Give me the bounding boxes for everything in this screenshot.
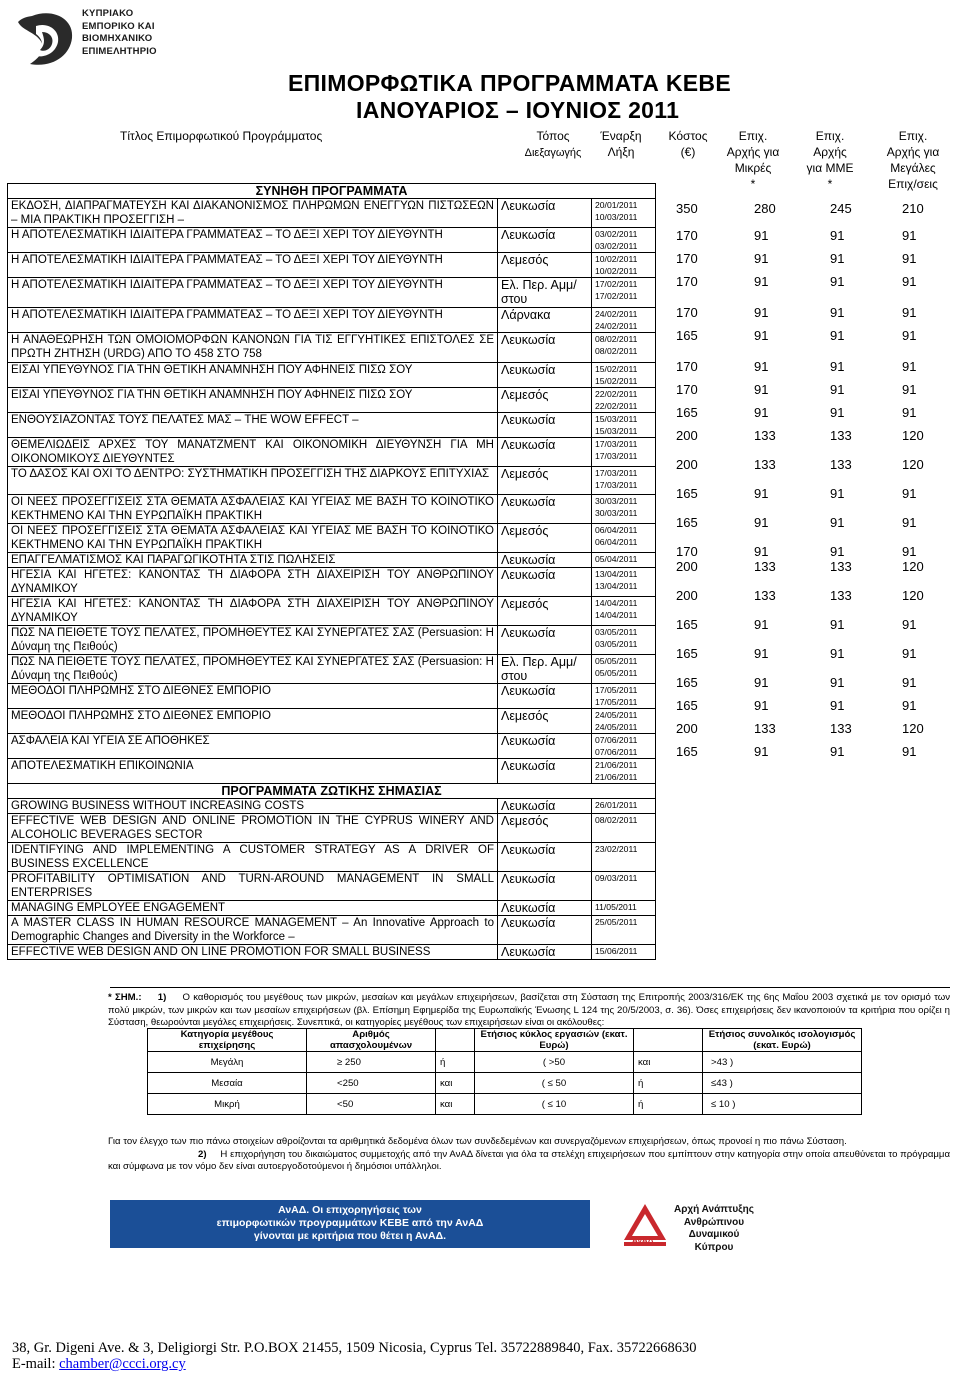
vital-programme-row bbox=[8, 814, 656, 843]
cost-row bbox=[662, 359, 952, 375]
cost-sme: 91 bbox=[830, 382, 845, 397]
notes-continued: Για τον έλεγχο των πιο πάνω στοιχείων αθροίζονται τα αριθμητικά δεδομένα όλων των συνδεδεμένων και συνεργαζόμενων επιχειρήσεων, όπως προνοεί η πιο πάνω Σύσταση. 2) Η επιχορήγηση του δικαιώματος συμμετοχής από την ΑνΑΔ δίνεται για όλα τα στελέχη επιχειρήσεων που εμπίπτουν στην κατηγορία στην οποία απευθύνεται το πρόγραμμα και σύμφωνα με τον νόμο δεν είναι αυτοεργοδοτούμενοι ή δημόσιοι υπάλληλοι. bbox=[108, 1136, 950, 1173]
programme-location: Λευκωσία bbox=[498, 438, 592, 467]
programme-row bbox=[8, 438, 656, 467]
programme-row bbox=[8, 759, 656, 784]
cost-large: 91 bbox=[902, 228, 917, 243]
programme-date: 09/03/2011 bbox=[592, 872, 656, 901]
cost-value: 165 bbox=[676, 744, 698, 759]
programme-location: Λευκωσία bbox=[498, 228, 592, 253]
programme-title: Η ΑΠΟΤΕΛΕΣΜΑΤΙΚΗ ΙΔΙΑΙΤΕΡΑ ΓΡΑΜΜΑΤΕΑΣ – ΤΟ ΔΕΞΙ ΧΕΡΙ ΤΟΥ ΔΙΕΥΘΥΝΤΗ bbox=[8, 278, 498, 308]
cost-sme: 91 bbox=[830, 251, 845, 266]
programme-title: EFFECTIVE WEB DESIGN AND ON LINE PROMOTION FOR SMALL BUSINESS bbox=[8, 945, 498, 960]
programme-title: ΗΓΕΣΙΑ ΚΑΙ ΗΓΕΤΕΣ: ΚΑΝΟΝΤΑΣ ΤΗ ΔΙΑΦΟΡΑ ΣΤΗ ΔΙΑΧΕΙΡΙΣΗ ΤΟΥ ΑΝΘΡΩΠΙΝΟΥ ΔΥΝΑΜΙΚΟΥ bbox=[8, 568, 498, 597]
cost-small: 91 bbox=[754, 617, 769, 632]
cost-large: 91 bbox=[902, 486, 917, 501]
programme-location: Λευκωσία bbox=[498, 916, 592, 945]
cost-value: 170 bbox=[676, 251, 698, 266]
programme-title: ΑΣΦΑΛΕΙΑ ΚΑΙ ΥΓΕΙΑ ΣΕ ΑΠΟΘΗΚΕΣ bbox=[8, 734, 498, 759]
cost-small: 91 bbox=[754, 359, 769, 374]
cost-row bbox=[662, 515, 952, 531]
programme-dates: 05/04/2011 bbox=[592, 553, 656, 568]
programme-row bbox=[8, 413, 656, 438]
programme-location: Λευκωσία bbox=[498, 759, 592, 784]
page-title: ΕΠΙΜΟΡΦΩΤΙΚΑ ΠΡΟΓΡΑΜΜΑΤΑ ΚΕΒΕ bbox=[288, 70, 731, 96]
programme-row bbox=[8, 308, 656, 333]
cost-value: 165 bbox=[676, 515, 698, 530]
programme-title: ΤΟ ΔΑΣΟΣ ΚΑΙ ΟΧΙ ΤΟ ΔΕΝΤΡΟ: ΣΥΣΤΗΜΑΤΙΚΗ ΠΡΟΣΕΓΓΙΣΗ ΤΗΣ ΔΙΑΡΚΟΥΣ ΕΠΙΤΥΧΙΑΣ bbox=[8, 467, 498, 495]
cost-large: 120 bbox=[902, 457, 924, 472]
programme-row bbox=[8, 655, 656, 684]
cost-small: 91 bbox=[754, 515, 769, 530]
cost-small: 91 bbox=[754, 646, 769, 661]
programme-title: ΕΙΣΑΙ ΥΠΕΥΘΥΝΟΣ ΓΙΑ ΤΗΝ ΘΕΤΙΚΗ ΑΝΑΜΝΗΣΗ ΠΟΥ ΑΦΗΝΕΙΣ ΠΙΣΩ ΣΟΥ bbox=[8, 388, 498, 413]
programme-title: EFFECTIVE WEB DESIGN AND ONLINE PROMOTION IN THE CYPRUS WINERY AND ALCOHOLIC BEVERAGES SECTOR bbox=[8, 814, 498, 843]
cost-large: 120 bbox=[902, 559, 924, 574]
programme-dates: 15/03/2011 15/03/2011 bbox=[592, 413, 656, 438]
cost-row bbox=[662, 457, 952, 473]
programme-location: Λεμεσός bbox=[498, 467, 592, 495]
cost-small: 91 bbox=[754, 405, 769, 420]
cost-row bbox=[662, 486, 952, 502]
cost-sme: 91 bbox=[830, 405, 845, 420]
header-large: Επιχ. Αρχής για Μεγάλες Επιχ/σεις bbox=[886, 129, 940, 191]
cost-small: 91 bbox=[754, 382, 769, 397]
cost-value: 170 bbox=[676, 274, 698, 289]
cost-value: 165 bbox=[676, 698, 698, 713]
programme-dates: 24/02/2011 24/02/2011 bbox=[592, 308, 656, 333]
size-row: Μεγάλη ≥ 250 ή ( >50 και >43 ) bbox=[148, 1052, 862, 1073]
programme-title: Η ΑΠΟΤΕΛΕΣΜΑΤΙΚΗ ΙΔΙΑΙΤΕΡΑ ΓΡΑΜΜΑΤΕΑΣ – ΤΟ ΔΕΞΙ ΧΕΡΙ ΤΟΥ ΔΙΕΥΘΥΝΤΗ bbox=[8, 228, 498, 253]
programme-date: 11/05/2011 bbox=[592, 901, 656, 916]
programme-title: ΠΩΣ ΝΑ ΠΕΙΘΕΤΕ ΤΟΥΣ ΠΕΛΑΤΕΣ, ΠΡΟΜΗΘΕΥΤΕΣ ΚΑΙ ΣΥΝΕΡΓΑΤΕΣ ΣΑΣ (Persuasion: Η Δύναμη της Πειθούς) bbox=[8, 626, 498, 655]
programme-dates: 10/02/2011 10/02/2011 bbox=[592, 253, 656, 278]
size-row: Μικρή <50 και ( ≤ 10 ή ≤ 10 ) bbox=[148, 1094, 862, 1115]
cost-value: 165 bbox=[676, 328, 698, 343]
programme-location: Ελ. Περ. Αμμ/στου bbox=[498, 655, 592, 684]
programme-row bbox=[8, 278, 656, 308]
section-regular: ΣΥΝΗΘΗ ΠΡΟΓΡΑΜΜΑΤΑ bbox=[8, 184, 656, 199]
cost-row bbox=[662, 428, 952, 444]
size-header-category: Κατηγορία μεγέθους επιχείρησης bbox=[148, 1029, 307, 1052]
logo-emblem-icon bbox=[18, 13, 72, 65]
programme-title: PROFITABILITY OPTIMISATION AND TURN-AROUND MANAGEMENT IN SMALL ENTERPRISES bbox=[8, 872, 498, 901]
programme-dates: 15/02/2011 15/02/2011 bbox=[592, 363, 656, 388]
programme-location: Λευκωσία bbox=[498, 495, 592, 524]
programme-dates: 22/02/2011 22/02/2011 bbox=[592, 388, 656, 413]
cost-large: 120 bbox=[902, 428, 924, 443]
cost-value: 350 bbox=[676, 201, 698, 216]
programme-dates: 20/01/2011 10/03/2011 bbox=[592, 199, 656, 228]
programme-row bbox=[8, 363, 656, 388]
size-row: Μεσαία <250 και ( ≤ 50 ή ≤43 ) bbox=[148, 1073, 862, 1094]
cost-value: 165 bbox=[676, 646, 698, 661]
cost-sme: 133 bbox=[830, 428, 852, 443]
programme-dates: 03/05/2011 03/05/2011 bbox=[592, 626, 656, 655]
programme-row bbox=[8, 626, 656, 655]
programme-location: Λευκωσία bbox=[498, 413, 592, 438]
cost-large: 91 bbox=[902, 405, 917, 420]
programme-dates: 05/05/2011 05/05/2011 bbox=[592, 655, 656, 684]
cost-row bbox=[662, 559, 952, 575]
cost-sme: 91 bbox=[830, 698, 845, 713]
cost-small: 280 bbox=[754, 201, 776, 216]
cost-row bbox=[662, 228, 952, 244]
cost-large: 91 bbox=[902, 617, 917, 632]
programme-location: Λευκωσία bbox=[498, 553, 592, 568]
programme-location: Λευκωσία bbox=[498, 199, 592, 228]
cost-large: 91 bbox=[902, 675, 917, 690]
cost-sme: 133 bbox=[830, 559, 852, 574]
programme-row bbox=[8, 709, 656, 734]
cost-sme: 91 bbox=[830, 544, 845, 559]
cost-value: 165 bbox=[676, 675, 698, 690]
programme-location: Λευκωσία bbox=[498, 363, 592, 388]
cost-sme: 91 bbox=[830, 328, 845, 343]
page-subtitle: ΙΑΝΟΥΑΡΙΟΣ – ΙΟΥΝΙΟΣ 2011 bbox=[356, 97, 680, 123]
programme-row bbox=[8, 597, 656, 626]
cost-value: 170 bbox=[676, 544, 698, 559]
cost-row bbox=[662, 405, 952, 421]
cost-large: 210 bbox=[902, 201, 924, 216]
programme-title: ΗΓΕΣΙΑ ΚΑΙ ΗΓΕΤΕΣ: ΚΑΝΟΝΤΑΣ ΤΗ ΔΙΑΦΟΡΑ ΣΤΗ ΔΙΑΧΕΙΡΙΣΗ ΤΟΥ ΑΝΘΡΩΠΙΝΟΥ ΔΥΝΑΜΙΚΟΥ bbox=[8, 597, 498, 626]
programme-title: Η ΑΝΑΘΕΩΡΗΣΗ ΤΩΝ ΟΜΟΙΟΜΟΡΦΩΝ ΚΑΝΟΝΩΝ ΓΙΑ ΤΙΣ ΕΓΓΥΗΤΙΚΕΣ ΕΠΙΣΤΟΛΕΣ ΣΕ ΠΡΩΤΗ ΖΗΤΗΣΗ (URDG) ΑΠΟ ΤΟ 458 ΣΤΟ 758 bbox=[8, 333, 498, 363]
cost-value: 165 bbox=[676, 617, 698, 632]
cost-large: 91 bbox=[902, 646, 917, 661]
cost-small: 91 bbox=[754, 698, 769, 713]
cost-sme: 91 bbox=[830, 646, 845, 661]
programme-date: 26/01/2011 bbox=[592, 799, 656, 814]
programme-location: Λευκωσία bbox=[498, 626, 592, 655]
cost-row bbox=[662, 305, 952, 321]
vital-programme-row bbox=[8, 872, 656, 901]
programme-title: ΟΙ ΝΕΕΣ ΠΡΟΣΕΓΓΙΣΕΙΣ ΣΤΑ ΘΕΜΑΤΑ ΑΣΦΑΛΕΙΑΣ ΚΑΙ ΥΓΕΙΑΣ ΜΕ ΒΑΣΗ ΤΟ ΚΟΙΝΟΤΙΚΟ ΚΕΚΤΗΜΕΝΟ ΚΑΙ ΤΗΝ ΕΥΡΩΠΑΪΚΗ ΠΡΑΚΤΙΚΗ bbox=[8, 495, 498, 524]
cost-value: 170 bbox=[676, 382, 698, 397]
cost-large: 91 bbox=[902, 382, 917, 397]
programme-table bbox=[7, 183, 656, 960]
programme-location: Λευκωσία bbox=[498, 901, 592, 916]
cost-value: 200 bbox=[676, 588, 698, 603]
cost-row bbox=[662, 675, 952, 691]
programme-dates: 03/02/2011 03/02/2011 bbox=[592, 228, 656, 253]
programme-row bbox=[8, 684, 656, 709]
cost-value: 170 bbox=[676, 305, 698, 320]
cost-row bbox=[662, 744, 952, 760]
programme-dates: 13/04/2011 13/04/2011 bbox=[592, 568, 656, 597]
anad-logo: Αρχή Ανάπτυξης Ανθρώπινου Δυναμικού Κύπρου ΑνΑΔ bbox=[620, 1200, 870, 1248]
programme-row bbox=[8, 524, 656, 553]
programme-location: Λευκωσία bbox=[498, 872, 592, 901]
programme-location: Λεμεσός bbox=[498, 709, 592, 734]
cost-sme: 91 bbox=[830, 359, 845, 374]
programme-location: Λευκωσία bbox=[498, 333, 592, 363]
cost-row bbox=[662, 721, 952, 737]
vital-programme-row bbox=[8, 945, 656, 960]
programme-location: Λευκωσία bbox=[498, 945, 592, 960]
vital-programme-row bbox=[8, 843, 656, 872]
programme-row bbox=[8, 495, 656, 524]
cost-sme: 91 bbox=[830, 515, 845, 530]
cost-value: 170 bbox=[676, 228, 698, 243]
programme-dates: 14/04/2011 14/04/2011 bbox=[592, 597, 656, 626]
cost-value: 165 bbox=[676, 405, 698, 420]
cost-sme: 133 bbox=[830, 588, 852, 603]
programme-dates: 17/02/2011 17/02/2011 bbox=[592, 278, 656, 308]
cost-sme: 91 bbox=[830, 675, 845, 690]
programme-title: ΕΙΣΑΙ ΥΠΕΥΘΥΝΟΣ ΓΙΑ ΤΗΝ ΘΕΤΙΚΗ ΑΝΑΜΝΗΣΗ ΠΟΥ ΑΦΗΝΕΙΣ ΠΙΣΩ ΣΟΥ bbox=[8, 363, 498, 388]
programme-location: Ελ. Περ. Αμμ/στου bbox=[498, 278, 592, 308]
cost-small: 133 bbox=[754, 457, 776, 472]
programme-dates: 17/05/2011 17/05/2011 bbox=[592, 684, 656, 709]
vital-programme-row bbox=[8, 916, 656, 945]
cost-large: 91 bbox=[902, 698, 917, 713]
vital-programme-row bbox=[8, 901, 656, 916]
programme-row bbox=[8, 568, 656, 597]
programme-title: ΘΕΜΕΛΙΩΔΕΙΣ ΑΡΧΕΣ ΤΟΥ ΜΑΝΑΤΖΜΕΝΤ ΚΑΙ ΟΙΚΟΝΟΜΙΚΗ ΔΙΕΥΘΥΝΣΗ ΓΙΑ ΜΗ ΟΙΚΟΝΟΜΙΚΟΥΣ ΔΙΕΥΘΥΝΤΕΣ bbox=[8, 438, 498, 467]
programme-row bbox=[8, 199, 656, 228]
cost-large: 91 bbox=[902, 544, 917, 559]
programme-location: Λεμεσός bbox=[498, 597, 592, 626]
cost-sme: 91 bbox=[830, 305, 845, 320]
cost-large: 91 bbox=[902, 328, 917, 343]
programme-date: 15/06/2011 bbox=[592, 945, 656, 960]
cost-small: 91 bbox=[754, 675, 769, 690]
vital-programme-row bbox=[8, 799, 656, 814]
cost-row bbox=[662, 251, 952, 267]
programme-title: ΕΚΔΟΣΗ, ΔΙΑΠΡΑΓΜΑΤΕΥΣΗ ΚΑΙ ΔΙΑΚΑΝΟΝΙΣΜΟΣ ΠΛΗΡΩΜΩΝ ΕΝΕΓΓΥΩΝ ΠΙΣΤΩΣΕΩΝ – ΜΙΑ ΠΡΑΚΤΙΚΗ ΠΡΟΣΕΓΓΙΣΗ – bbox=[8, 199, 498, 228]
cost-small: 91 bbox=[754, 744, 769, 759]
cost-small: 91 bbox=[754, 251, 769, 266]
programme-title: A MASTER CLASS IN HUMAN RESOURCE MANAGEMENT – An Innovative Approach to Demographic Changes and Diversity in the Workforce – bbox=[8, 916, 498, 945]
programme-row bbox=[8, 553, 656, 568]
programme-dates: 06/04/2011 06/04/2011 bbox=[592, 524, 656, 553]
size-header-turnover: Ετήσιος κύκλος εργασιών (εκατ. Ευρώ) bbox=[475, 1029, 634, 1052]
org-name: ΚΥΠΡΙΑΚΟ ΕΜΠΟΡΙΚΟ ΚΑΙ ΒΙΟΜΗΧΑΝΙΚΟ ΕΠΙΜΕΛΗΤΗΡΙΟ bbox=[82, 8, 157, 57]
cost-row bbox=[662, 646, 952, 662]
programme-title: ΠΩΣ ΝΑ ΠΕΙΘΕΤΕ ΤΟΥΣ ΠΕΛΑΤΕΣ, ΠΡΟΜΗΘΕΥΤΕΣ ΚΑΙ ΣΥΝΕΡΓΑΤΕΣ ΣΑΣ (Persuasion: Η Δύναμη της Πειθούς) bbox=[8, 655, 498, 684]
cost-sme: 245 bbox=[830, 201, 852, 216]
cost-small: 133 bbox=[754, 428, 776, 443]
cost-sme: 91 bbox=[830, 486, 845, 501]
programme-location: Λεμεσός bbox=[498, 524, 592, 553]
cost-small: 91 bbox=[754, 486, 769, 501]
cost-row bbox=[662, 274, 952, 290]
cost-value: 170 bbox=[676, 359, 698, 374]
programme-date: 25/05/2011 bbox=[592, 916, 656, 945]
cost-small: 133 bbox=[754, 721, 776, 736]
section-vital: ΠΡΟΓΡΑΜΜΑΤΑ ΖΩΤΙΚΗΣ ΣΗΜΑΣΙΑΣ bbox=[8, 784, 656, 799]
programme-location: Λευκωσία bbox=[498, 843, 592, 872]
header-place: Τόπος Διεξαγωγής bbox=[524, 129, 582, 159]
cost-row bbox=[662, 617, 952, 633]
cost-row bbox=[662, 588, 952, 604]
notes: * ΣΗΜ.: 1) Ο καθορισμός του μεγέθους των μικρών, μεσαίων και μεγάλων επιχειρήσεων, βασίζεται στη Σύσταση της Επιτροπής 2003/316/ΕΚ της 6ης Μαΐου 2003 σχετικά με τον ορισμό των πολύ μικρών, των μικρών και των μεσαίων επιχειρήσεων (βλ. Επίσημη Εφημερίδα της Ευρωπαϊκής Ένωσης L 124 της 20/5/2003, σ. 36). Όσες επιχειρήσεις δεν ικανοποιούν τα κριτήρια που ορίζει η Σύσταση, θεωρούνται μεγάλες επιχειρήσεις. Συνεπτικά, οι κατηγορίες μεγέθους των επιχειρήσεων είναι οι ακόλουθες: bbox=[108, 992, 951, 1029]
programme-title: MANAGING EMPLOYEE ENGAGEMENT bbox=[8, 901, 498, 916]
notes-divider bbox=[110, 987, 950, 988]
programme-date: 08/02/2011 bbox=[592, 814, 656, 843]
header-small: Επιχ. Αρχής για Μικρές * bbox=[726, 129, 780, 191]
programme-location: Λεμεσός bbox=[498, 814, 592, 843]
programme-title: Η ΑΠΟΤΕΛΕΣΜΑΤΙΚΗ ΙΔΙΑΙΤΕΡΑ ΓΡΑΜΜΑΤΕΑΣ – ΤΟ ΔΕΞΙ ΧΕΡΙ ΤΟΥ ΔΙΕΥΘΥΝΤΗ bbox=[8, 253, 498, 278]
cost-sme: 91 bbox=[830, 744, 845, 759]
programme-row bbox=[8, 388, 656, 413]
cost-sme: 91 bbox=[830, 228, 845, 243]
programme-location: Λευκωσία bbox=[498, 568, 592, 597]
programme-title: ΕΠΑΓΓΕΛΜΑΤΙΣΜΟΣ ΚΑΙ ΠΑΡΑΓΩΓΙΚΟΤΗΤΑ ΣΤΙΣ ΠΩΛΗΣΕΙΣ bbox=[8, 553, 498, 568]
cost-large: 91 bbox=[902, 359, 917, 374]
cost-sme: 133 bbox=[830, 457, 852, 472]
cost-small: 133 bbox=[754, 559, 776, 574]
programme-location: Λευκωσία bbox=[498, 799, 592, 814]
footer: 38, Gr. Digeni Ave. & 3, Deligiorgi Str. P.O.BOX 21455, 1509 Nicosia, Cyprus Tel. 35722889840, Fax. 35722668630 E-mail: chamber@ccci.org.cy bbox=[12, 1340, 697, 1372]
cost-sme: 133 bbox=[830, 721, 852, 736]
programme-title: GROWING BUSINESS WITHOUT INCREASING COSTS bbox=[8, 799, 498, 814]
cost-small: 133 bbox=[754, 588, 776, 603]
cost-small: 91 bbox=[754, 228, 769, 243]
cost-sme: 91 bbox=[830, 274, 845, 289]
cost-value: 200 bbox=[676, 721, 698, 736]
programme-dates: 24/05/2011 24/05/2011 bbox=[592, 709, 656, 734]
programme-location: Λεμεσός bbox=[498, 253, 592, 278]
cost-small: 91 bbox=[754, 305, 769, 320]
cost-small: 91 bbox=[754, 274, 769, 289]
cost-small: 91 bbox=[754, 544, 769, 559]
cost-large: 120 bbox=[902, 588, 924, 603]
programme-dates: 30/03/2011 30/03/2011 bbox=[592, 495, 656, 524]
programme-row bbox=[8, 467, 656, 495]
programme-row bbox=[8, 253, 656, 278]
cost-row bbox=[662, 328, 952, 344]
cost-value: 200 bbox=[676, 457, 698, 472]
programme-dates: 21/06/2011 21/06/2011 bbox=[592, 759, 656, 784]
programme-dates: 17/03/2011 17/03/2011 bbox=[592, 467, 656, 495]
cost-large: 120 bbox=[902, 721, 924, 736]
header-cost: Κόστος (€) bbox=[668, 129, 708, 159]
programme-row bbox=[8, 228, 656, 253]
cost-small: 91 bbox=[754, 328, 769, 343]
cost-large: 91 bbox=[902, 251, 917, 266]
programme-title: ΕΝΘΟΥΣΙΑΖΟΝΤΑΣ ΤΟΥΣ ΠΕΛΑΤΕΣ ΜΑΣ – THE WOW EFFECT – bbox=[8, 413, 498, 438]
programme-row bbox=[8, 734, 656, 759]
cost-value: 165 bbox=[676, 486, 698, 501]
programme-title: IDENTIFYING AND IMPLEMENTING A CUSTOMER STRATEGY AS A DRIVER OF BUSINESS EXCELLENCE bbox=[8, 843, 498, 872]
programme-title: ΜΕΘΟΔΟΙ ΠΛΗΡΩΜΗΣ ΣΤΟ ΔΙΕΘΝΕΣ ΕΜΠΟΡΙΟ bbox=[8, 709, 498, 734]
programme-location: Λευκωσία bbox=[498, 734, 592, 759]
cost-row bbox=[662, 698, 952, 714]
cost-large: 91 bbox=[902, 744, 917, 759]
cost-row bbox=[662, 382, 952, 398]
cost-sme: 91 bbox=[830, 617, 845, 632]
programme-dates: 08/02/2011 08/02/2011 bbox=[592, 333, 656, 363]
programme-title: ΜΕΘΟΔΟΙ ΠΛΗΡΩΜΗΣ ΣΤΟ ΔΙΕΘΝΕΣ ΕΜΠΟΡΙΟ bbox=[8, 684, 498, 709]
size-category-table bbox=[147, 1028, 862, 1115]
anad-banner: ΑνΑΔ. Οι επιχορηγήσεις των επιμορφωτικών προγραμμάτων ΚΕΒΕ από την ΑνΑΔ γίνονται με κριτήρια που θέτει η ΑνΑΔ. bbox=[110, 1200, 590, 1248]
header-dates: Έναρξη Λήξη bbox=[600, 129, 642, 159]
header-sme: Επιχ. Αρχής για ΜΜΕ * bbox=[806, 129, 854, 191]
programme-location: Λάρνακα bbox=[498, 308, 592, 333]
header-title: Τίτλος Επιμορφωτικού Προγράμματος bbox=[120, 129, 323, 143]
cost-large: 91 bbox=[902, 305, 917, 320]
email-link[interactable]: chamber@ccci.org.cy bbox=[59, 1356, 186, 1372]
size-header-balance: Ετήσιος συνολικός ισολογισμός (εκατ. Ευρώ) bbox=[703, 1029, 862, 1052]
programme-date: 23/02/2011 bbox=[592, 843, 656, 872]
footer-address: 38, Gr. Digeni Ave. & 3, Deligiorgi Str. P.O.BOX 21455, 1509 Nicosia, Cyprus Tel. 35722889840, Fax. 35722668630 bbox=[12, 1340, 697, 1356]
cost-large: 91 bbox=[902, 515, 917, 530]
programme-row bbox=[8, 333, 656, 363]
programme-location: Λεμεσός bbox=[498, 388, 592, 413]
cost-row bbox=[662, 544, 952, 560]
programme-dates: 07/06/2011 07/06/2011 bbox=[592, 734, 656, 759]
programme-title: Η ΑΠΟΤΕΛΕΣΜΑΤΙΚΗ ΙΔΙΑΙΤΕΡΑ ΓΡΑΜΜΑΤΕΑΣ – ΤΟ ΔΕΞΙ ΧΕΡΙ ΤΟΥ ΔΙΕΥΘΥΝΤΗ bbox=[8, 308, 498, 333]
size-header-employees: Αριθμός απασχολουμένων bbox=[307, 1029, 436, 1052]
programme-title: ΟΙ ΝΕΕΣ ΠΡΟΣΕΓΓΙΣΕΙΣ ΣΤΑ ΘΕΜΑΤΑ ΑΣΦΑΛΕΙΑΣ ΚΑΙ ΥΓΕΙΑΣ ΜΕ ΒΑΣΗ ΤΟ ΚΟΙΝΟΤΙΚΟ ΚΕΚΤΗΜΕΝΟ ΚΑΙ ΤΗΝ ΕΥΡΩΠΑΪΚΗ ΠΡΑΚΤΙΚΗ bbox=[8, 524, 498, 553]
cost-row bbox=[662, 201, 952, 217]
programme-location: Λευκωσία bbox=[498, 684, 592, 709]
programme-title: ΑΠΟΤΕΛΕΣΜΑΤΙΚΗ ΕΠΙΚΟΙΝΩΝΙΑ bbox=[8, 759, 498, 784]
cost-value: 200 bbox=[676, 559, 698, 574]
cost-large: 91 bbox=[902, 274, 917, 289]
programme-dates: 17/03/2011 17/03/2011 bbox=[592, 438, 656, 467]
cost-value: 200 bbox=[676, 428, 698, 443]
